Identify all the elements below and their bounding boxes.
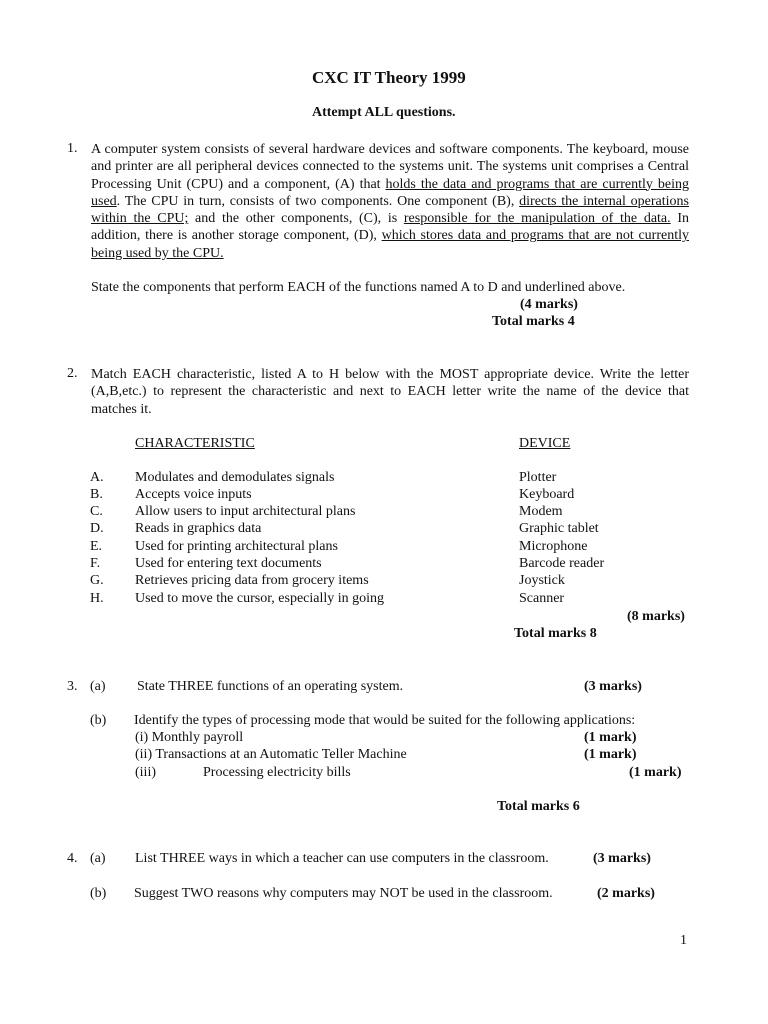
- table-row: [90, 521, 690, 538]
- row-letter: A.: [90, 470, 104, 485]
- row-characteristic: Modulates and demodulates signals: [135, 470, 335, 485]
- question-4b-marks: (2 marks): [597, 886, 655, 901]
- question-3-number: 3.: [67, 679, 78, 694]
- row-device: Scanner: [519, 591, 565, 606]
- question-2-marks: (8 marks): [627, 609, 685, 624]
- question-2-number: 2.: [67, 366, 78, 381]
- row-device: Barcode reader: [519, 556, 605, 571]
- row-device: Plotter: [519, 470, 557, 485]
- table-row: [90, 470, 690, 487]
- question-3b-iii-marks: (1 mark): [629, 765, 682, 780]
- row-letter: F.: [90, 556, 101, 571]
- row-device: Joystick: [519, 573, 565, 588]
- q1-text-part-2: . The CPU in turn, consists of two components. One component (B),: [116, 193, 520, 209]
- question-4b-text: Suggest TWO reasons why computers may NOT be used in the classroom.: [134, 886, 553, 901]
- table-row: [90, 556, 690, 573]
- row-letter: D.: [90, 521, 104, 536]
- question-3a-marks: (3 marks): [584, 679, 642, 694]
- row-characteristic: Allow users to input architectural plans: [135, 504, 356, 519]
- table-row: [90, 573, 690, 590]
- question-4b-label: (b): [90, 886, 107, 901]
- table-row: [90, 504, 690, 521]
- question-4a-text: List THREE ways in which a teacher can use computers in the classroom.: [135, 851, 549, 866]
- question-2-total: Total marks 8: [514, 626, 597, 641]
- row-letter: G.: [90, 573, 104, 588]
- table-row: [90, 539, 690, 556]
- row-characteristic: Used for printing architectural plans: [135, 539, 338, 554]
- q1-underline-a: holds the data and programs that are currently being used: [91, 176, 689, 209]
- q1-text-part-4: In addition, there is another storage component, (D),: [91, 211, 689, 244]
- question-3b-label: (b): [90, 713, 107, 728]
- question-1-text: [91, 141, 689, 262]
- q1-underline-d: which stores data and programs that are not currently being used by the CPU.: [91, 228, 690, 261]
- row-characteristic: Reads in graphics data: [135, 521, 262, 536]
- question-4a-label: (a): [90, 851, 106, 866]
- row-characteristic: Used to move the cursor, especially in going: [135, 591, 385, 606]
- question-3-total: Total marks 6: [497, 799, 580, 814]
- question-1-total: Total marks 4: [492, 314, 575, 329]
- q1-text-part-1: A computer system consists of several hardware devices and software components. The keyboard, mouse and printer are all peripheral devices connected to the systems unit. The systems unit comprises a Central Processing Unit (CPU) and a component, (A) that: [91, 142, 689, 192]
- question-3b-item-label: (ii) Transactions at an Automatic Teller Machine: [135, 747, 407, 762]
- question-3a-label: (a): [90, 679, 106, 694]
- q1-text-part-3: and the other components, (C), is: [188, 211, 404, 227]
- page-number: 1: [680, 933, 687, 948]
- row-device: Modem: [519, 504, 563, 519]
- row-letter: B.: [90, 487, 103, 502]
- row-characteristic: Used for entering text documents: [135, 556, 322, 571]
- table-row: [90, 487, 690, 504]
- row-letter: E.: [90, 539, 103, 554]
- question-3b-item-marks: (1 mark): [584, 730, 637, 745]
- characteristic-header: CHARACTERISTIC: [135, 436, 255, 451]
- row-characteristic: Retrieves pricing data from grocery items: [135, 573, 369, 588]
- question-3b-text: Identify the types of processing mode that would be suited for the following applications:: [134, 713, 636, 728]
- q1-underline-c: responsible for the manipulation of the data.: [403, 211, 671, 227]
- question-1-marks: (4 marks): [520, 297, 578, 312]
- question-3b-item-marks: (1 mark): [584, 747, 637, 762]
- row-device: Graphic tablet: [519, 521, 599, 536]
- device-header: DEVICE: [519, 436, 571, 451]
- question-4-number: 4.: [67, 851, 78, 866]
- question-3b-item-label: (i) Monthly payroll: [135, 730, 244, 745]
- row-device: Keyboard: [519, 487, 575, 502]
- table-row: [90, 591, 690, 608]
- question-3b-iii-text: Processing electricity bills: [203, 765, 351, 780]
- question-1-number: 1.: [67, 141, 78, 156]
- question-1-task: State the components that perform EACH of the functions named A to D and underlined above.: [91, 280, 626, 295]
- instruction: Attempt ALL questions.: [312, 105, 456, 120]
- q1-underline-b: directs the internal operations within the CPU;: [91, 193, 689, 227]
- page-title: CXC IT Theory 1999: [312, 68, 466, 87]
- row-device: Microphone: [519, 539, 588, 554]
- question-3a-text: State THREE functions of an operating system.: [137, 679, 404, 694]
- row-characteristic: Accepts voice inputs: [135, 487, 252, 502]
- question-3b-iii-label: (iii): [135, 765, 156, 780]
- question-2-text: Match EACH characteristic, listed A to H below with the MOST appropriate device. Write the letter (A,B,etc.) to represent the characteristic and next to EACH letter write the name of the device that matches it.: [91, 367, 689, 417]
- question-4a-marks: (3 marks): [593, 851, 651, 866]
- row-letter: C.: [90, 504, 103, 519]
- row-letter: H.: [90, 591, 104, 606]
